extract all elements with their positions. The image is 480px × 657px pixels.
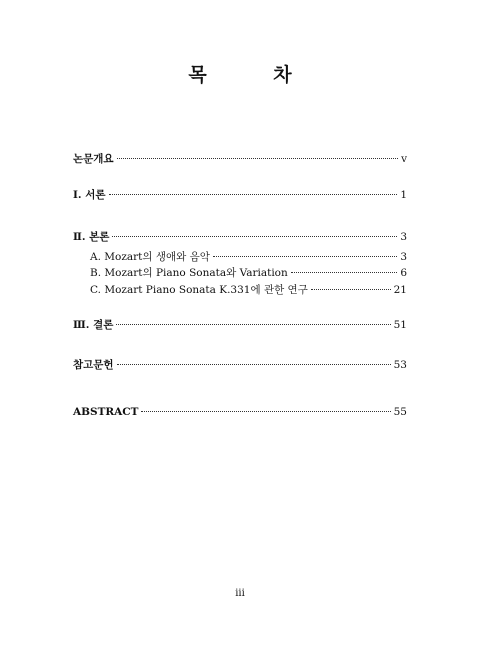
toc-entry-conclusion	[73, 318, 407, 332]
toc-entry-label: 참고문헌	[73, 359, 114, 371]
toc-entry-page: 6	[400, 267, 407, 279]
toc-entry-section-b	[90, 266, 407, 280]
toc-entry-page: 1	[400, 189, 407, 201]
toc-entry-label: Ⅲ. 결론	[73, 319, 114, 331]
toc-entry-page: 53	[393, 359, 407, 371]
toc-entry-label: A. Mozart의 생애와 음악	[90, 251, 210, 263]
toc-entry-page: 21	[393, 284, 407, 296]
toc-entry-label: Ⅰ. 서론	[73, 189, 106, 201]
page-number: iii	[235, 588, 245, 599]
dot-leader	[311, 289, 391, 290]
toc-entry-label: B. Mozart의 Piano Sonata와 Variation	[90, 267, 288, 279]
toc-entry-page: 3	[400, 251, 407, 263]
toc-entry-section-c	[90, 283, 407, 297]
dot-leader	[141, 411, 390, 412]
toc-entry-page: 55	[393, 406, 407, 418]
toc-entry-english-abstract	[73, 405, 407, 419]
toc-entry-label: C. Mozart Piano Sonata K.331에 관한 연구	[90, 284, 308, 296]
toc-entry-label: 논문개요	[73, 153, 114, 165]
dot-leader	[117, 364, 391, 365]
dot-leader	[117, 158, 398, 159]
toc-entry-label: ABSTRACT	[73, 406, 139, 418]
dot-leader	[112, 236, 397, 237]
toc-entry-section-a	[90, 250, 407, 264]
toc-entry-page: v	[401, 153, 407, 165]
toc-entry-page: 51	[393, 319, 407, 331]
toc-entry-page: 3	[400, 231, 407, 243]
toc-entry-abstract-summary	[73, 152, 407, 166]
dot-leader	[291, 272, 398, 273]
dot-leader	[116, 324, 390, 325]
page-title: 목 차	[188, 64, 322, 86]
toc-entry-label: Ⅱ. 본론	[73, 231, 110, 243]
toc-entry-references	[73, 358, 407, 372]
dot-leader	[109, 194, 398, 195]
toc-entry-introduction	[73, 188, 407, 202]
dot-leader	[213, 256, 397, 257]
toc-entry-main-body	[73, 230, 407, 244]
